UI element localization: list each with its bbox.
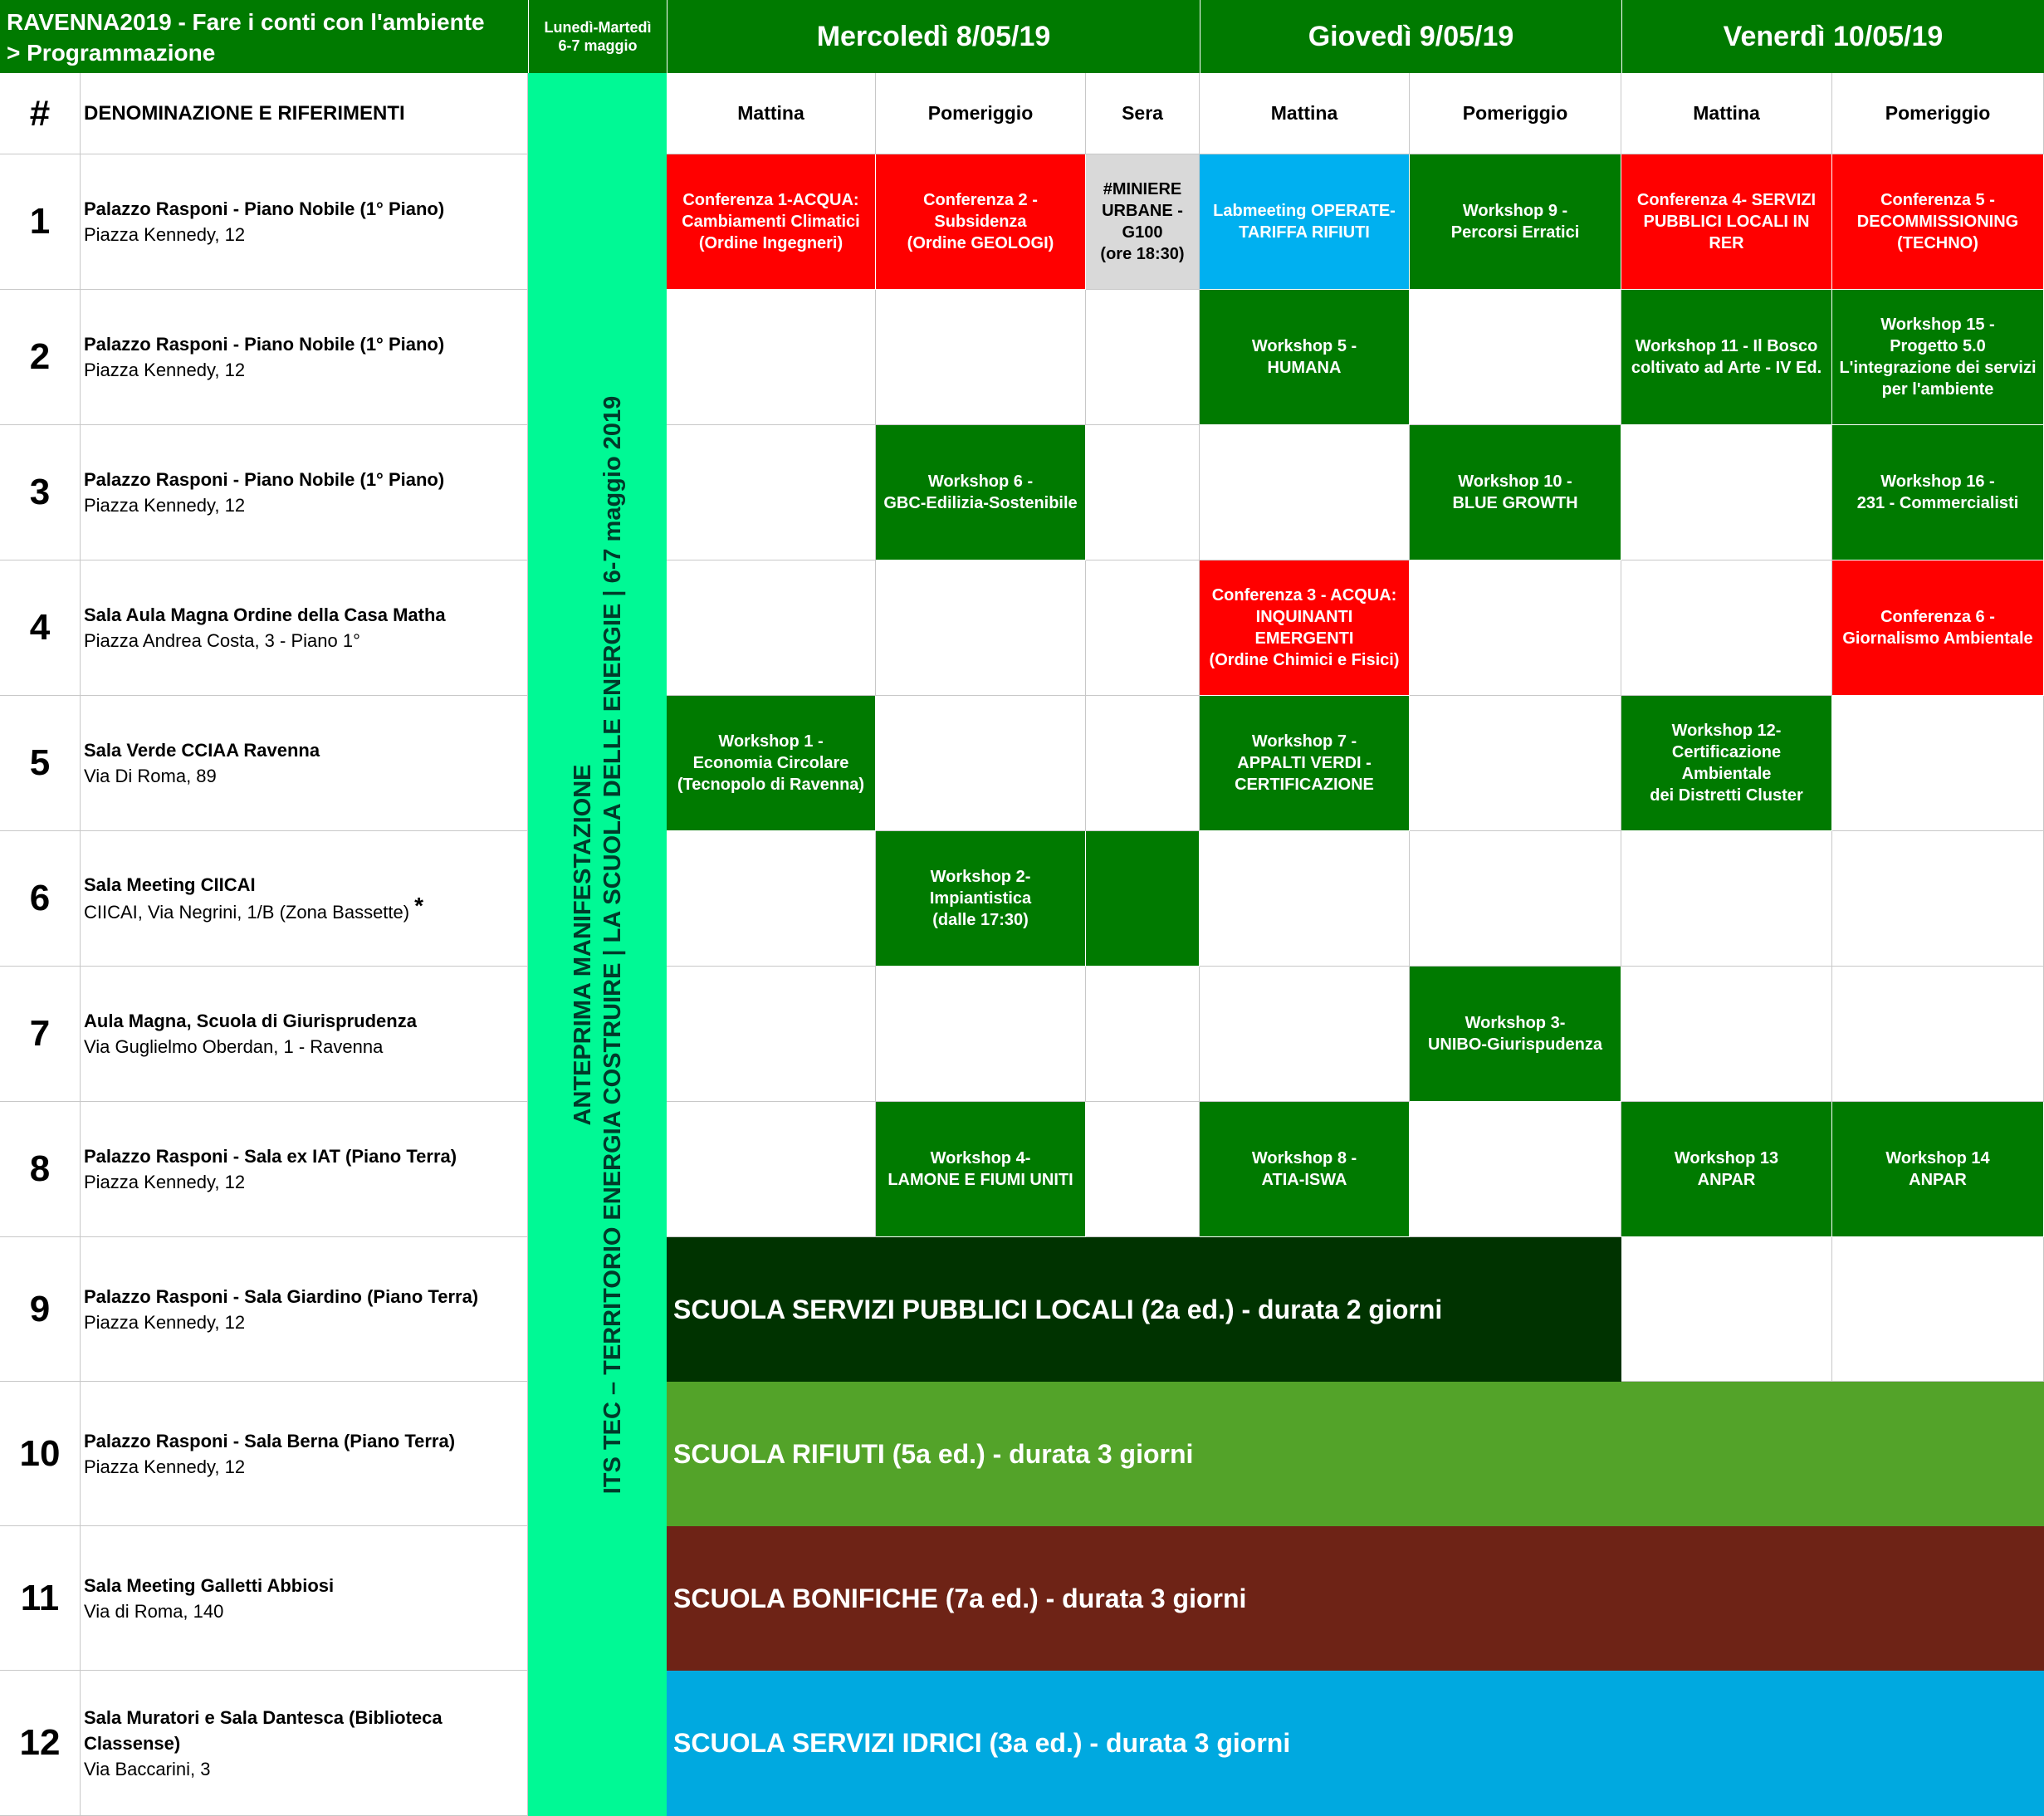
preview-days-header (528, 0, 667, 73)
empty-cell (1621, 967, 1832, 1102)
location-name: Sala Verde CCIAA Ravenna (84, 740, 320, 761)
event-workshop-7[interactable] (1200, 696, 1410, 831)
event-line: Workshop 5 - (1251, 337, 1357, 355)
event-line: Impiantistica (929, 889, 1032, 908)
location-address (84, 893, 527, 925)
event-line: Workshop 1 - (718, 732, 824, 751)
event-line: Giornalismo Ambientale (1842, 629, 2033, 648)
slot-wed-morning: Mattina (667, 73, 876, 154)
event-conferenza-5[interactable] (1832, 154, 2044, 290)
location-column-header: DENOMINAZIONE E RIFERIMENTI (81, 73, 528, 154)
location-address: Piazza Kennedy, 12 (84, 224, 246, 245)
event-line: Workshop 15 - (1880, 316, 1995, 334)
school-servizi-idrici[interactable]: SCUOLA SERVIZI IDRICI (3a ed.) - durata 3 giorni (667, 1671, 2044, 1816)
event-line: Certificazione Ambientale (1671, 743, 1782, 783)
empty-cell (1832, 1237, 2044, 1382)
school-rifiuti[interactable]: SCUOLA RIFIUTI (5a ed.) - durata 3 giorni (667, 1382, 2044, 1526)
location-name: Aula Magna, Scuola di Giurisprudenza (84, 1011, 417, 1031)
event-line: Economia Circolare (692, 754, 849, 772)
event-conferenza-6[interactable] (1832, 560, 2044, 696)
empty-cell (1621, 560, 1832, 696)
event-line: Progetto 5.0 (1890, 337, 1986, 355)
event-line: Workshop 14 (1885, 1149, 1990, 1167)
event-line: Workshop 8 - (1251, 1149, 1357, 1167)
empty-cell (667, 425, 876, 560)
row-number-7: 7 (0, 967, 81, 1102)
event-conferenza-3[interactable] (1200, 560, 1410, 696)
number-column-header: # (0, 73, 81, 154)
event-line: Workshop 16 - (1880, 472, 1995, 491)
event-workshop-14[interactable] (1832, 1102, 2044, 1237)
preview-days-line-1: Lunedì-Martedì (544, 19, 652, 36)
event-workshop-8[interactable] (1200, 1102, 1410, 1237)
location-name: Palazzo Rasponi - Piano Nobile (1° Piano) (84, 469, 445, 490)
event-line: PUBBLICI LOCALI IN RER (1643, 213, 1810, 252)
location-10 (81, 1382, 528, 1526)
event-line: BLUE GROWTH (1452, 494, 1578, 512)
event-line: coltivato ad Arte - IV Ed. (1631, 359, 1822, 377)
row-number-11: 11 (0, 1526, 81, 1671)
location-name: Sala Aula Magna Ordine della Casa Matha (84, 605, 446, 625)
empty-cell (667, 831, 876, 967)
event-line: Labmeeting OPERATE- (1213, 202, 1396, 220)
event-line: Workshop 13 (1674, 1149, 1779, 1167)
event-line: ATIA-ISWA (1261, 1171, 1347, 1189)
banner-line-2: ITS TEC – TERRITORIO ENERGIA COSTRUIRE | LA SCUOLA DELLE ENERGIE | 6-7 maggio 2019 (599, 395, 626, 1494)
empty-cell (1832, 831, 2044, 967)
event-line: Workshop 10 - (1458, 472, 1572, 491)
empty-cell (1832, 696, 2044, 831)
footnote-marker: * (414, 893, 423, 918)
location-name: Palazzo Rasponi - Sala Giardino (Piano Terra) (84, 1285, 479, 1307)
event-line: Workshop 7 - (1251, 732, 1357, 751)
row-number-5: 5 (0, 696, 81, 831)
event-line: dei Distretti Cluster (1650, 786, 1803, 805)
event-conferenza-4[interactable] (1621, 154, 1832, 290)
event-line: Conferenza 2 - (923, 191, 1038, 209)
preview-vertical-banner (528, 73, 667, 1816)
event-line: (Tecnopolo di Ravenna) (677, 776, 865, 794)
slot-thu-morning: Mattina (1200, 73, 1410, 154)
event-line: Workshop 11 - Il Bosco (1635, 337, 1818, 355)
empty-cell (667, 1102, 876, 1237)
empty-cell (1200, 425, 1410, 560)
event-line: URBANE - (1102, 202, 1183, 220)
event-line: 231 - Commercialisti (1856, 494, 2019, 512)
empty-cell (1086, 290, 1200, 425)
event-workshop-11[interactable] (1621, 290, 1832, 425)
event-line: Workshop 3- (1465, 1014, 1566, 1032)
event-line: Workshop 9 - (1462, 202, 1568, 220)
event-line: (Ordine Chimici e Fisici) (1209, 651, 1400, 669)
row-number-2: 2 (0, 290, 81, 425)
event-labmeeting-operate[interactable] (1200, 154, 1410, 290)
event-line: Conferenza 5 - (1880, 191, 1995, 209)
empty-cell (1621, 1237, 1832, 1382)
location-address: Via Baccarini, 3 (84, 1758, 211, 1779)
event-line: TARIFFA RIFIUTI (1239, 223, 1370, 242)
empty-cell (1621, 425, 1832, 560)
event-line: DECOMMISSIONING (1856, 213, 2019, 231)
event-line: (Ordine Ingegneri) (698, 234, 844, 252)
event-line: LAMONE E FIUMI UNITI (888, 1171, 1073, 1189)
location-6 (81, 831, 528, 967)
event-line: APPALTI VERDI - (1237, 754, 1372, 772)
title-line-1: RAVENNA2019 - Fare i conti con l'ambiente (7, 9, 485, 35)
empty-cell (1410, 1102, 1621, 1237)
event-miniere-urbane[interactable] (1086, 154, 1200, 290)
slot-wed-afternoon: Pomeriggio (876, 73, 1086, 154)
location-2 (81, 290, 528, 425)
location-address: Piazza Kennedy, 12 (84, 1311, 246, 1333)
day-header-friday: Venerdì 10/05/19 (1621, 0, 2044, 73)
event-line: Workshop 12- (1671, 722, 1782, 740)
empty-cell (667, 290, 876, 425)
location-5 (81, 696, 528, 831)
event-workshop-12[interactable] (1621, 696, 1832, 831)
event-workshop-6[interactable] (876, 425, 1086, 560)
row-number-9: 9 (0, 1237, 81, 1382)
row-number-6: 6 (0, 831, 81, 967)
event-line: Subsidenza (934, 213, 1027, 231)
school-bonifiche[interactable]: SCUOLA BONIFICHE (7a ed.) - durata 3 giorni (667, 1526, 2044, 1671)
empty-cell (667, 967, 876, 1102)
event-workshop-1[interactable] (667, 696, 876, 831)
event-workshop-5[interactable] (1200, 290, 1410, 425)
event-line: ANPAR (1909, 1171, 1967, 1189)
location-name: Sala Muratori e Sala Dantesca (Biblioteca (84, 1706, 443, 1728)
location-address: Piazza Andrea Costa, 3 - Piano 1° (84, 630, 360, 651)
location-name: Sala Meeting Galletti Abbiosi (84, 1574, 335, 1596)
empty-cell (1621, 831, 1832, 967)
slot-fri-morning: Mattina (1621, 73, 1832, 154)
location-address-text: CIICAI, Via Negrini, 1/B (Zona Bassette) (84, 902, 410, 923)
location-name: Palazzo Rasponi - Sala ex IAT (Piano Terra) (84, 1146, 457, 1167)
day-header-wednesday: Mercoledì 8/05/19 (667, 0, 1200, 73)
slot-fri-afternoon: Pomeriggio (1832, 73, 2044, 154)
location-3 (81, 425, 528, 560)
event-line: Workshop 4- (930, 1149, 1031, 1167)
empty-cell (876, 967, 1086, 1102)
title-line-2: > Programmazione (7, 40, 216, 66)
event-line: INQUINANTI EMERGENTI (1254, 608, 1354, 648)
empty-cell (1086, 425, 1200, 560)
event-line: Workshop 6 - (927, 472, 1034, 491)
empty-cell (1200, 831, 1410, 967)
preview-days-line-2: 6-7 maggio (558, 37, 638, 54)
school-servizi-pubblici-locali[interactable]: SCUOLA SERVIZI PUBBLICI LOCALI (2a ed.) - durata 2 giorni (667, 1237, 1621, 1382)
row-number-12: 12 (0, 1671, 81, 1816)
location-9 (81, 1237, 528, 1382)
event-workshop-13[interactable] (1621, 1102, 1832, 1237)
event-workshop-10[interactable] (1410, 425, 1621, 560)
event-line: Conferenza 3 - ACQUA: (1211, 586, 1397, 605)
event-workshop-4[interactable] (876, 1102, 1086, 1237)
event-line: UNIBO-Giurispudenza (1427, 1035, 1602, 1054)
event-line: (dalle 17:30) (932, 911, 1029, 929)
event-line: CERTIFICAZIONE (1235, 776, 1374, 794)
banner-line-1: ANTEPRIMA MANIFESTAZIONE (569, 764, 596, 1125)
row-number-4: 4 (0, 560, 81, 696)
event-line: Workshop 2- (930, 868, 1031, 886)
row-number-10: 10 (0, 1382, 81, 1526)
event-workshop-9[interactable] (1410, 154, 1621, 290)
event-line: ANPAR (1697, 1171, 1756, 1189)
event-workshop-3[interactable] (1410, 967, 1621, 1102)
event-line: (Ordine GEOLOGI) (907, 234, 1054, 252)
row-number-3: 3 (0, 425, 81, 560)
event-workshop-16[interactable] (1832, 425, 2044, 560)
event-line: #MINIERE (1103, 180, 1182, 198)
location-7 (81, 967, 528, 1102)
empty-cell (876, 560, 1086, 696)
event-workshop-2[interactable] (876, 831, 1086, 967)
event-workshop-15[interactable] (1832, 290, 2044, 425)
empty-cell (1410, 560, 1621, 696)
event-line: per l'ambiente (1881, 380, 1994, 399)
event-line: G100 (1122, 223, 1163, 242)
location-name: Palazzo Rasponi - Piano Nobile (1° Piano) (84, 334, 445, 355)
row-number-1: 1 (0, 154, 81, 290)
event-line: Conferenza 1-ACQUA: (682, 191, 859, 209)
location-4 (81, 560, 528, 696)
location-address: Piazza Kennedy, 12 (84, 360, 246, 380)
event-workshop-2-evening[interactable] (1086, 831, 1200, 967)
location-12 (81, 1671, 528, 1816)
day-header-thursday: Giovedì 9/05/19 (1200, 0, 1621, 73)
location-address: Piazza Kennedy, 12 (84, 1456, 246, 1477)
location-8 (81, 1102, 528, 1237)
empty-cell (876, 290, 1086, 425)
row-number-8: 8 (0, 1102, 81, 1237)
event-line: Cambiamenti Climatici (682, 213, 860, 231)
event-line: (TECHNO) (1897, 234, 1978, 252)
event-line: L'integrazione dei servizi (1839, 359, 2037, 377)
location-11 (81, 1526, 528, 1671)
location-name: Palazzo Rasponi - Sala Berna (Piano Terra) (84, 1430, 456, 1451)
location-address: Via Guglielmo Oberdan, 1 - Ravenna (84, 1036, 384, 1057)
event-line: Percorsi Erratici (1450, 223, 1580, 242)
location-address: Piazza Kennedy, 12 (84, 495, 246, 516)
location-address: Via di Roma, 140 (84, 1600, 224, 1622)
location-name: Palazzo Rasponi - Piano Nobile (1° Piano) (84, 198, 445, 219)
empty-cell (667, 560, 876, 696)
empty-cell (1200, 967, 1410, 1102)
event-line: GBC-Edilizia-Sostenibile (883, 494, 1078, 512)
empty-cell (876, 696, 1086, 831)
location-name: Sala Meeting CIICAI (84, 874, 256, 895)
event-conferenza-1[interactable] (667, 154, 876, 290)
empty-cell (1086, 560, 1200, 696)
location-address: Piazza Kennedy, 12 (84, 1172, 246, 1192)
event-conferenza-2[interactable] (876, 154, 1086, 290)
empty-cell (1086, 696, 1200, 831)
location-address: Via Di Roma, 89 (84, 766, 217, 786)
location-1 (81, 154, 528, 290)
empty-cell (1410, 831, 1621, 967)
empty-cell (1410, 290, 1621, 425)
sheet-title (0, 0, 528, 73)
slot-thu-afternoon: Pomeriggio (1410, 73, 1621, 154)
event-line: (ore 18:30) (1100, 245, 1185, 263)
empty-cell (1410, 696, 1621, 831)
event-line: Conferenza 4- SERVIZI (1636, 191, 1817, 209)
event-line: Conferenza 6 - (1880, 608, 1995, 626)
empty-cell (1086, 1102, 1200, 1237)
slot-wed-evening: Sera (1086, 73, 1200, 154)
empty-cell (1086, 967, 1200, 1102)
event-line: HUMANA (1267, 359, 1342, 377)
location-name-continued: Classense) (84, 1732, 181, 1754)
empty-cell (1832, 967, 2044, 1102)
